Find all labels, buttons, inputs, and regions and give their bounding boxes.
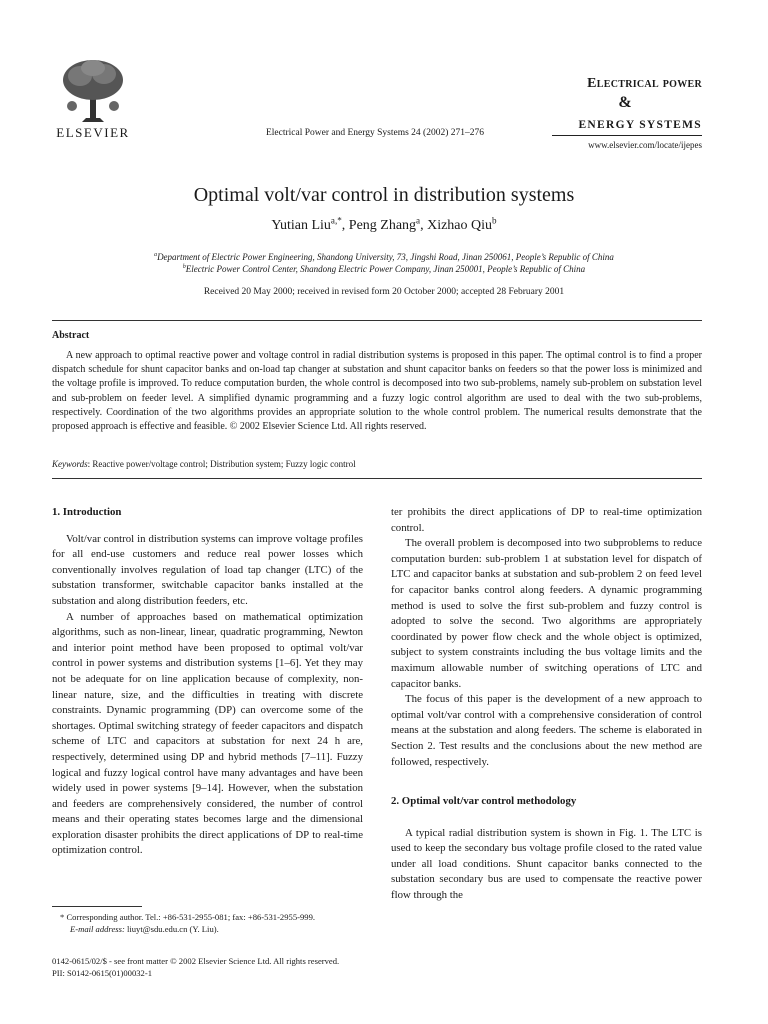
left-column <box>52 505 363 857</box>
copyright-line: 0142-0615/02/$ - see front matter © 2002 Elsevier Science Ltd. All rights reserved. <box>52 956 340 966</box>
author-name: Yutian Liu <box>271 218 331 233</box>
paragraph: A number of approaches based on mathematical optimization algorithms, such as non-linear, linear, quadratic programming, Newton and interior point method have been proposed to optimal volt/var control in power systems and distribution systems [1–6]. Yet they may not be adequate for on line application because of complexity, non-linear nature, size, and the difficulties in treating with discrete constraints. Dynamic programming (DP) can overcome some of the shortages. Optimal switching strategy of feeder capacitors and dispatch scheme of LTC and capacitors at substation for next 24 h are, respectively, determined using DP and hybrid methods [7–11]. Fuzzy logical and fuzzy logical control have many advantages and have been widely used in power systems [9–14]. However, when the substation and feeders are comprehensively considered, the number of control means and their operating states becomes large and the dimensional exploration disaster prohibits the direct applications of DP to real-time optimization control. <box>52 610 363 857</box>
tree-icon <box>58 58 128 124</box>
journal-title-line1: Electrical power <box>587 76 702 91</box>
masthead-divider <box>552 135 702 136</box>
keywords-line <box>52 459 356 469</box>
paragraph: The focus of this paper is the development of a new approach to optimal volt/var control with a comprehensive consideration of control means at the substation and along feeders. The scheme is elaborated in Section 2. Test results and the conclusions about the new method are followed, respectively. <box>391 693 702 768</box>
affiliation-text: Department of Electric Power Engineering, Shandong University, 73, Jingshi Road, Jinan 250061, People’s Republic of China <box>157 252 614 262</box>
abstract-heading: Abstract <box>52 330 90 341</box>
affiliation-mark: a <box>154 252 158 258</box>
author-affiliation-mark: a <box>416 215 421 226</box>
article-title: Optimal volt/var control in distribution systems <box>193 184 575 206</box>
paragraph: A typical radial distribution system is shown in Fig. 1. The LTC is used to keep the secondary bus voltage profile closed to the rated value under all load conditions. Shunt capacitor banks connected to the substation secondary bus are used to compensate the reactive power flow through the <box>391 826 702 902</box>
author-list <box>0 215 768 234</box>
top-divider <box>52 320 702 321</box>
footnote-divider <box>52 906 142 907</box>
journal-reference: Electrical Power and Energy Systems 24 (2002) 271–276 <box>265 128 485 138</box>
keywords-text: : Reactive power/voltage control; Distribution system; Fuzzy logic control <box>87 459 356 469</box>
footnote-corresponding: * Corresponding author. Tel.: +86-531-2955-081; fax: +86-531-2955-999. <box>60 912 316 922</box>
publisher-name: ELSEVIER <box>56 125 130 140</box>
keywords-label: Keywords <box>52 459 88 469</box>
email-label: E-mail address: <box>70 924 125 934</box>
paragraph-continuation: ter prohibits the direct applications of DP to real-time optimization control. <box>391 506 702 534</box>
paragraph: The overall problem is decomposed into two subproblems to reduce computation burden: sub-problem 1 at substation level for dispatch of LTC and capacitor banks at substation and sub-problem 2 on feed level for capacitor banks control along feeders. A dynamic programming method is used to solve the first sub-problem and fuzzy control is adopted to solve the second. Two algorithms are appropriately coordinated by power flow check and the whole object is optimized, subject to system constraints including the bus voltage limits and the maximum allowable number of switching operations of LTC and capacitor banks. <box>391 537 702 690</box>
author-name: Xizhao Qiu <box>427 218 493 233</box>
author-name: Peng Zhang <box>348 218 417 233</box>
author-affiliation-mark: a,* <box>330 215 342 226</box>
footnote-email-line <box>52 923 363 935</box>
affiliation-b <box>0 264 768 274</box>
pii-line: PII: S0142-0615(01)00032-1 <box>52 968 153 978</box>
author-separator: , <box>420 218 428 233</box>
elsevier-logo <box>52 58 134 141</box>
author-separator: , <box>341 218 349 233</box>
footnote <box>52 911 363 935</box>
affiliation-mark: b <box>182 264 186 270</box>
affiliation-a <box>0 252 768 262</box>
journal-title-line2: & <box>618 94 632 111</box>
abstract-divider <box>52 478 702 479</box>
section-2-heading: 2. Optimal volt/var control methodology <box>391 795 577 808</box>
journal-title-line3: ENERGY SYSTEMS <box>578 119 702 131</box>
bottom-matter <box>52 955 339 979</box>
journal-masthead <box>552 76 702 150</box>
email-address[interactable]: liuyt@sdu.edu.cn (Y. Liu). <box>124 924 219 934</box>
paragraph: Volt/var control in distribution systems can improve voltage profiles for all end-use customers and reduce real power losses which conventionally involves regulation of load tap changer (LTC) of the substation transformer, switchable capacitor banks installed at the substation and along distribution feeders, etc. <box>52 532 363 607</box>
abstract-text: A new approach to optimal reactive power and voltage control in radial distribution systems is proposed in this paper. The optimal control is to find a proper dispatch schedule for shunt capacitor banks and on-load tap changer at substation and shunt capacitor banks on feeders so that the power loss is minimized and the voltage profile is improved. To reduce computation burden, the whole control is decomposed into two sub-problems, namely sub-problem on substation level and sub-problem on feeder level. A simplified dynamic programming and a fuzzy logic control algorithm are used to deal with the two sub-problems, respectively. Coordination of the two algorithms provides an appropriate solution to the whole control problem. The numerical results demonstrate that the proposed approach is effective and feasible. © 2002 Elsevier Science Ltd. All rights reserved. <box>52 350 702 433</box>
author-affiliation-mark: b <box>492 215 497 226</box>
section-1-heading: 1. Introduction <box>52 506 122 518</box>
article-dates: Received 20 May 2000; received in revised form 20 October 2000; accepted 28 February 2001 <box>203 287 565 297</box>
journal-url[interactable]: www.elsevier.com/locate/ijepes <box>588 140 702 150</box>
affiliation-text: Electric Power Control Center, Shandong Electric Power Company, Jinan 250001, People’s Republic of China <box>185 264 586 274</box>
right-column <box>391 505 702 904</box>
